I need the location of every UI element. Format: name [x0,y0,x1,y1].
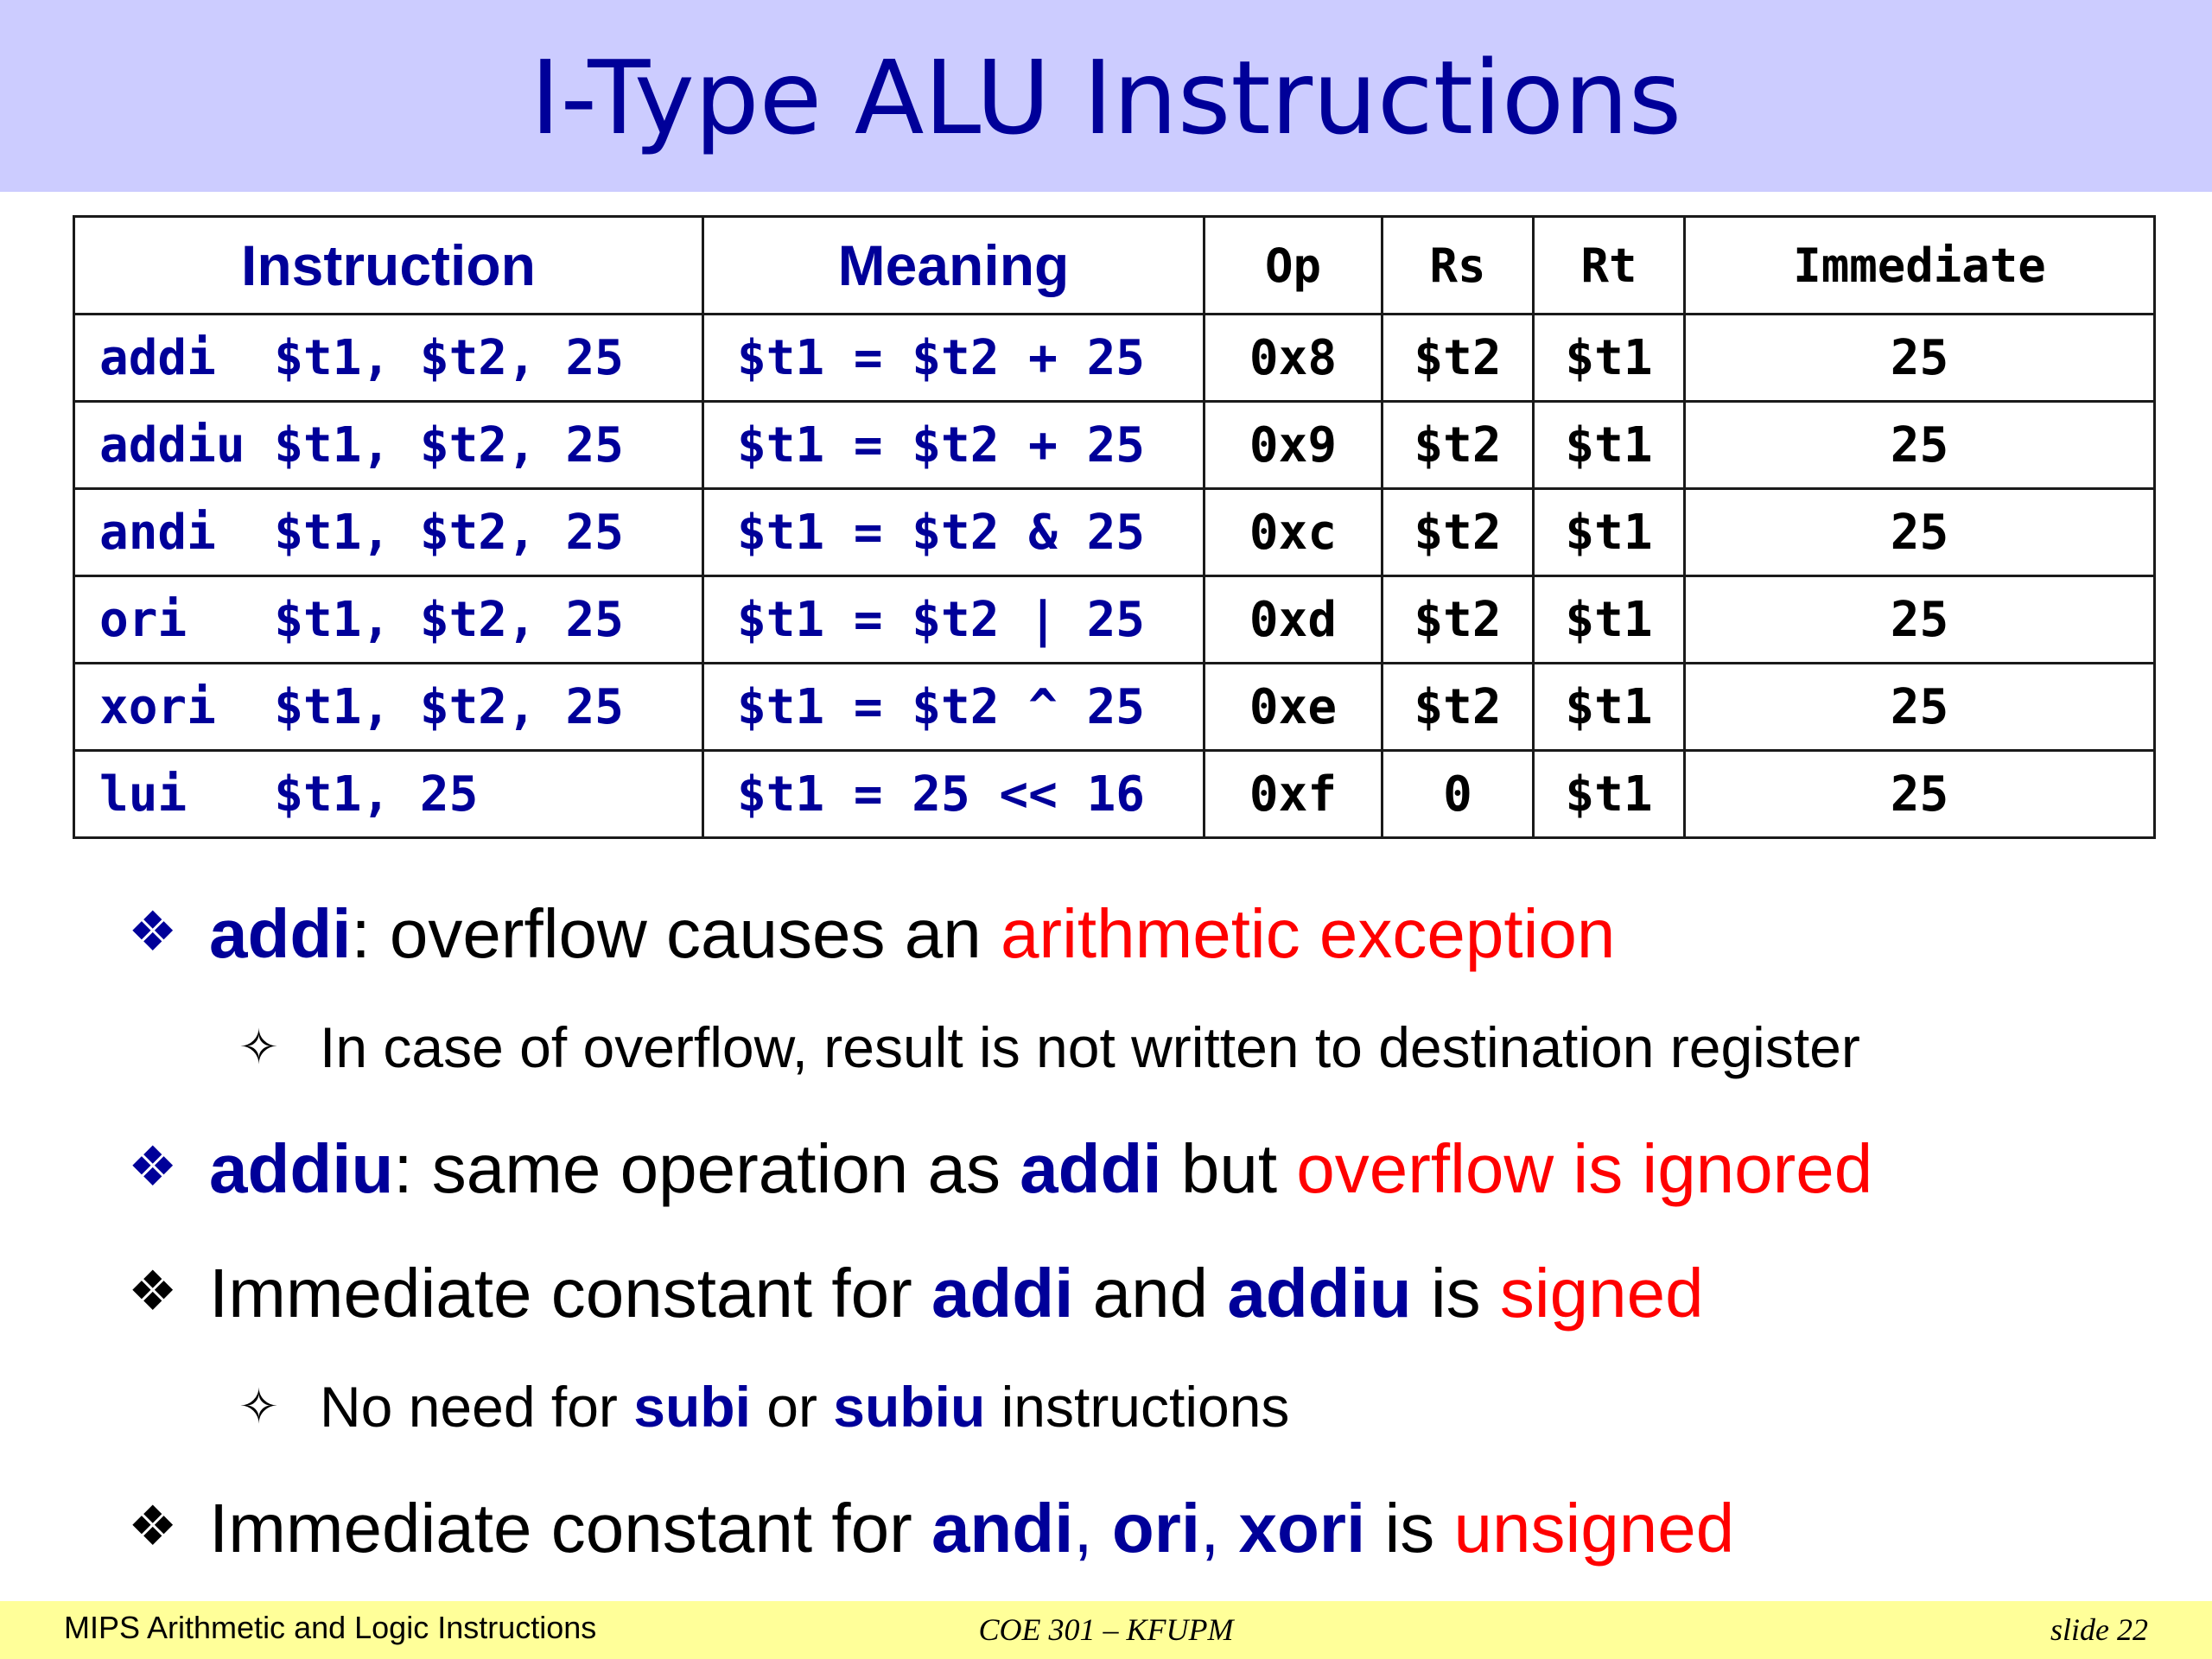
instruction-table [73,215,2156,839]
bullet-addiu [128,1125,1872,1211]
table-header-row [74,217,2155,315]
cell-meaning: $t1 = $t2 & 25 [703,489,1205,576]
cell-imm: 25 [1685,402,2155,489]
keyword: subi [633,1375,751,1439]
cell-rt: $t1 [1534,664,1685,751]
footer-course-topic: MIPS Arithmetic and Logic Instructions [64,1610,597,1645]
slide-title: I-Type ALU Instructions [530,38,1682,157]
cell-rs: $t2 [1382,576,1534,664]
cell-rt: $t1 [1534,402,1685,489]
keyword: xori [1238,1490,1366,1567]
diamond-bullet-icon: ❖ [128,1135,178,1198]
header-rs: Rs [1382,217,1534,315]
sub-bullet-overflow [238,1013,1860,1082]
table-row [74,664,2155,751]
keyword: ori [1111,1490,1201,1567]
diamond-bullet-icon: ❖ [128,900,178,963]
header-op: Op [1205,217,1382,315]
star-bullet-icon: ✧ [238,1379,279,1433]
bullet-text: : overflow causes an [351,895,1001,972]
header-rt: Rt [1534,217,1685,315]
cell-imm: 25 [1685,664,2155,751]
bullet-text: but [1161,1130,1297,1207]
highlight-text: signed [1499,1255,1704,1332]
cell-instruction: ori $t1, $t2, 25 [74,576,703,664]
cell-instruction: addiu $t1, $t2, 25 [74,402,703,489]
keyword: addiu [209,1130,394,1207]
keyword: addiu [1227,1255,1412,1332]
separator: , [1200,1490,1239,1567]
table-row [74,489,2155,576]
bullet-unsigned [128,1484,1734,1570]
cell-meaning: $t1 = $t2 ^ 25 [703,664,1205,751]
header-meaning: Meaning [703,217,1205,315]
separator: , [1073,1490,1112,1567]
table-row [74,751,2155,838]
bullet-text: is [1411,1255,1500,1332]
cell-op: 0xe [1205,664,1382,751]
cell-rs: $t2 [1382,315,1534,402]
highlight-text: unsigned [1453,1490,1735,1567]
bullet-text: : same operation as [393,1130,1020,1207]
cell-instruction: xori $t1, $t2, 25 [74,664,703,751]
table-row [74,576,2155,664]
cell-meaning: $t1 = $t2 | 25 [703,576,1205,664]
cell-rs: 0 [1382,751,1534,838]
cell-op: 0x8 [1205,315,1382,402]
table-row [74,402,2155,489]
highlight-text: arithmetic exception [1000,895,1616,972]
keyword: addi [209,895,352,972]
table-row [74,315,2155,402]
star-bullet-icon: ✧ [238,1020,279,1074]
cell-imm: 25 [1685,751,2155,838]
diamond-bullet-icon: ❖ [128,1495,178,1557]
cell-rt: $t1 [1534,576,1685,664]
footer-course-code: COE 301 – KFUPM [978,1612,1234,1647]
cell-imm: 25 [1685,576,2155,664]
sub-bullet-text: No need for [320,1375,634,1439]
header-instruction: Instruction [74,217,703,315]
bullet-text: Immediate constant for [209,1255,931,1332]
sub-bullet-text: instructions [985,1375,1290,1439]
cell-rs: $t2 [1382,402,1534,489]
cell-imm: 25 [1685,315,2155,402]
cell-op: 0xd [1205,576,1382,664]
sub-bullet-subi [238,1372,1289,1441]
cell-imm: 25 [1685,489,2155,576]
keyword: addi [1020,1130,1162,1207]
cell-rt: $t1 [1534,489,1685,576]
cell-rs: $t2 [1382,664,1534,751]
cell-op: 0x9 [1205,402,1382,489]
cell-meaning: $t1 = $t2 + 25 [703,402,1205,489]
cell-instruction: andi $t1, $t2, 25 [74,489,703,576]
cell-meaning: $t1 = 25 << 16 [703,751,1205,838]
cell-meaning: $t1 = $t2 + 25 [703,315,1205,402]
cell-op: 0xf [1205,751,1382,838]
header-immediate: Immediate [1685,217,2155,315]
bullet-text: and [1073,1255,1228,1332]
bullet-addi [128,890,1615,976]
footer [0,1601,2212,1659]
keyword: andi [931,1490,1074,1567]
diamond-bullet-icon: ❖ [128,1260,178,1322]
cell-op: 0xc [1205,489,1382,576]
bullet-text: Immediate constant for [209,1490,931,1567]
sub-bullet-text: In case of overflow, result is not written to destination register [320,1015,1860,1079]
bullet-text: is [1365,1490,1454,1567]
highlight-text: overflow is ignored [1296,1130,1873,1207]
slide-number: slide 22 [2050,1612,2148,1647]
cell-rt: $t1 [1534,315,1685,402]
bullet-signed [128,1249,1704,1335]
cell-rt: $t1 [1534,751,1685,838]
keyword: subiu [833,1375,986,1439]
cell-rs: $t2 [1382,489,1534,576]
cell-instruction: addi $t1, $t2, 25 [74,315,703,402]
cell-instruction: lui $t1, 25 [74,751,703,838]
sub-bullet-text: or [750,1375,834,1439]
keyword: addi [931,1255,1074,1332]
